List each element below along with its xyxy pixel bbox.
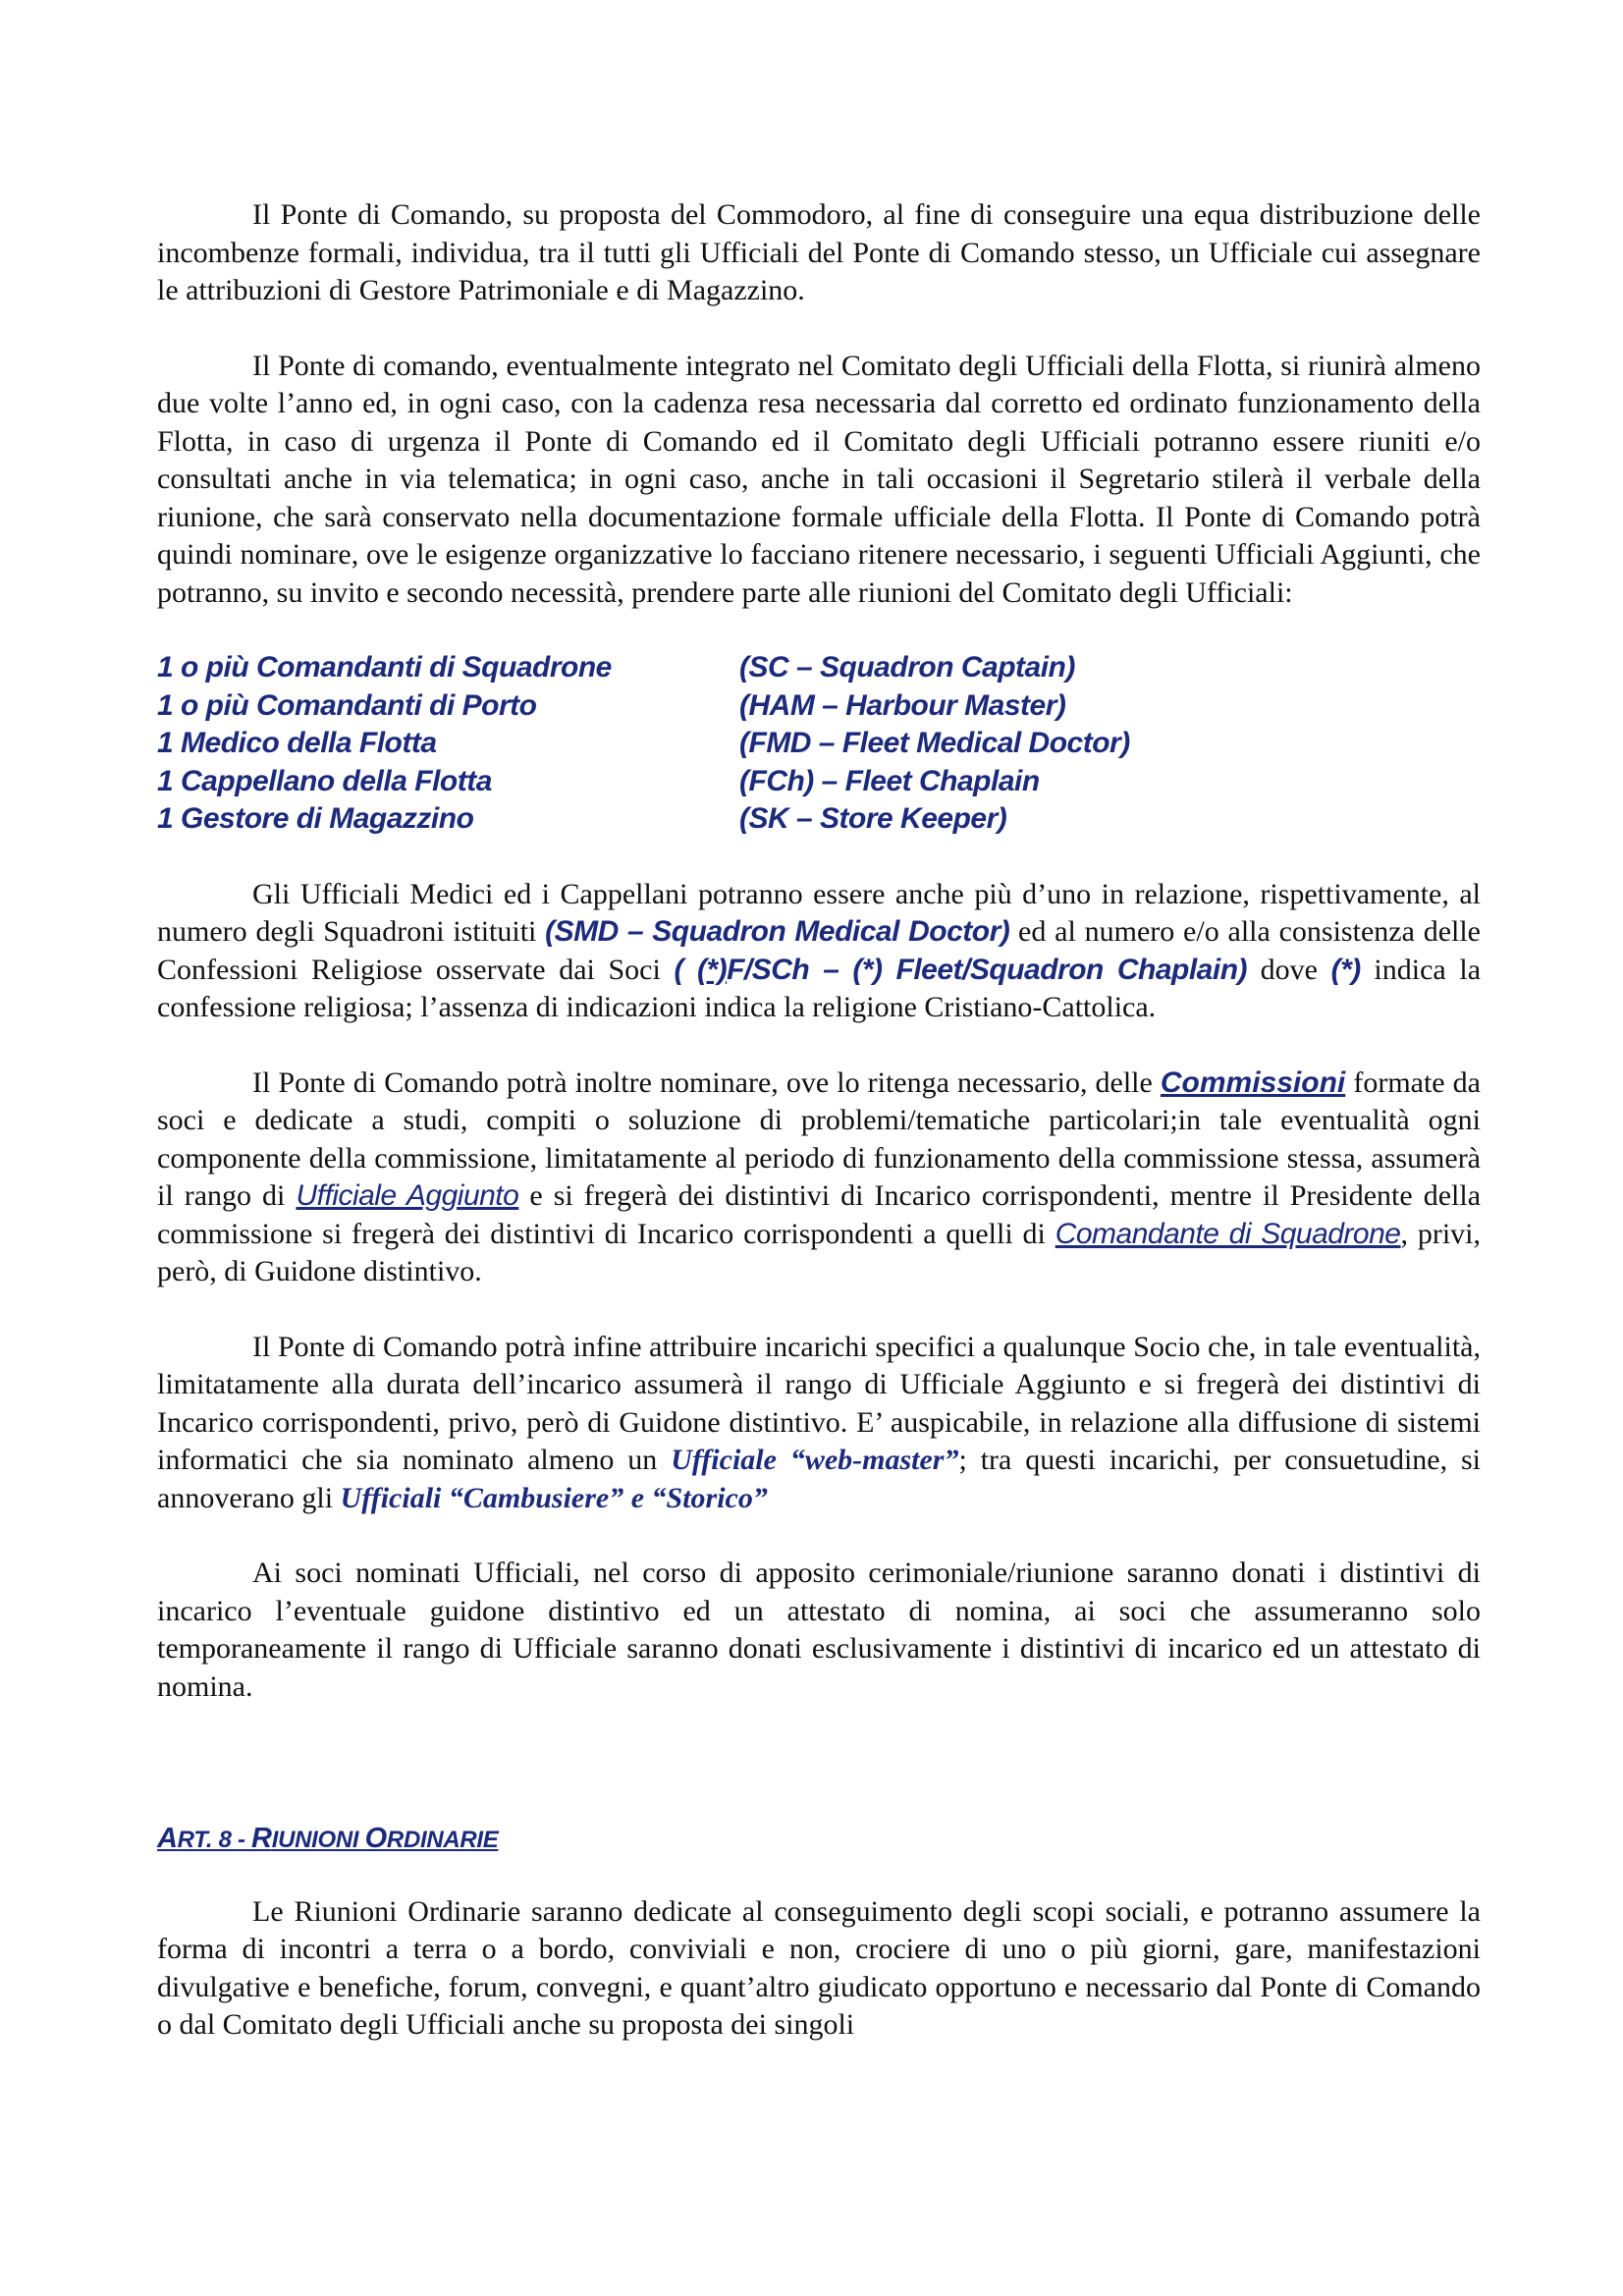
text-run: Il Ponte di Comando potrà infine attribuire incarichi specifici a qualunque Socio che, in tale eventualità, limitatamente alla durata dell’incarico assumerà il rango di Ufficiale Aggiunto e si fregerà dei distintivi di Incarico corrispondenti, privo, però di Guidone distintivo. E’ auspicabile, in relazione alla diffusione di sistemi informatici che sia nominato almeno un	[157, 1330, 1481, 1476]
text-run: ed al numero e/o alla consistenza delle Confessioni Religiose osservate dai Soci	[157, 915, 1481, 986]
text-run: (	[674, 953, 697, 986]
paragraph-gestore: Il Ponte di Comando, su proposta del Commodoro, al fine di conseguire una equa distribuzione delle incombenze formali, individua, tra il tutti gli Ufficiali del Ponte di Comando stesso, un Ufficiale cui assegnare le attribuzioni di Gestore Patrimoniale e di Magazzino.	[157, 198, 1481, 306]
paragraph-distintivi: Ai soci nominati Ufficiali, nel corso di apposito cerimoniale/riunione saranno donati i distintivi di incarico l’eventuale guidone distintivo ed un attestato di nomina, ai soci che assumeranno solo temporaneamente il rango di Ufficiale saranno donati esclusivamente i distintivi di incarico ed un attestato di nomina.	[157, 1557, 1481, 1703]
text-run: (*)	[696, 953, 728, 986]
paragraph-medici-cappellani	[157, 876, 1481, 1027]
roles-list	[157, 649, 1481, 839]
paragraph-riunioni-ponte: Il Ponte di comando, eventualmente integrato nel Comitato degli Ufficiali della Flotta, si riunirà almeno due volte l’anno ed, in ogni caso, con la cadenza resa necessaria dal corretto ed ordinato funzionamento della Flotta, in caso di urgenza il Ponte di Comando ed il Comitato degli Ufficiali potranno essere riuniti e/o consultati anche in via telematica; in ogni caso, anche in tali occasioni il Segretario stilerà il verbale della riunione, che sarà conservato nella documentazione formale ufficiale della Flotta. Il Ponte di Comando potrà quindi nominare, ove le esigenze organizzative lo facciano ritenere necessario, i seguenti Ufficiali Aggiunti, che potranno, su invito e secondo necessità, prendere parte alle riunioni del Comitato degli Ufficiali:	[157, 349, 1481, 609]
paragraph-commissioni	[157, 1065, 1481, 1291]
text-run: dove	[1247, 953, 1331, 986]
text-run: A	[157, 1823, 178, 1854]
term-ufficiale-aggiunto: Ufficiale Aggiunto	[296, 1179, 519, 1212]
role-code: (HAM – Harbour Master)	[739, 688, 1066, 722]
role-code: (SK – Store Keeper)	[739, 802, 1007, 835]
paragraph-riunioni-ordinarie: Le Riunioni Ordinarie saranno dedicate al conseguimento degli scopi sociali, e potranno assumere la forma di incontri a terra o a bordo, conviviali e non, crociere di uno o più giorni, gare, manifestazioni divulgative e benefiche, forum, convegni, e quant’altro giudicato opportuno e necessario dal Ponte di Comando o dal Comitato degli Ufficiali anche su proposta dei singoli	[157, 1894, 1481, 2041]
text-run: RDINARIE	[386, 1827, 499, 1853]
text-run: formate da soci e dedicate a studi, compiti o soluzione di problemi/tematiche particolari;in tale eventualità ogni componente della commissione, limitatamente al periodo di funzionamento della commissione stessa, assumerà il rango di	[157, 1066, 1481, 1212]
text-run: IUNIONI	[271, 1827, 365, 1853]
term-cambusiere-storico: Ufficiali “Cambusiere” e “Storico”	[340, 1481, 768, 1514]
term-commissioni: Commissioni	[1160, 1066, 1346, 1099]
role-name: 1 Cappellano della Flotta	[157, 764, 492, 797]
code-asterisk: (*)	[1330, 953, 1361, 986]
text-run: e si fregerà dei distintivi di Incarico corrispondenti, mentre il Presidente della commissione si fregerà dei distintivi di Incarico corrispondenti a quelli di	[157, 1179, 1482, 1250]
term-comandante-squadrone: Comandante di Squadrone	[1055, 1217, 1401, 1250]
code-chaplain	[674, 954, 1247, 986]
text-run: ; tra questi incarichi, per consuetudine, si annoverano gli	[157, 1444, 1481, 1514]
role-name: 1 o più Comandanti di Squadrone	[157, 651, 612, 683]
text-run: RT. 8 -	[177, 1827, 252, 1853]
paragraph-incarichi	[157, 1329, 1481, 1518]
text-run: Gli Ufficiali Medici ed i Cappellani potranno essere anche più d’uno in relazione, rispettivamente, al numero degli Squadroni istituiti	[157, 877, 1481, 948]
role-code: (SC – Squadron Captain)	[739, 651, 1075, 683]
text-run: O	[364, 1823, 387, 1854]
text-run: Il Ponte di Comando potrà inoltre nominare, ove lo ritenga necessario, delle	[252, 1066, 1161, 1099]
text-run: F/SCh – (*) Fleet/Squadron Chaplain)	[727, 953, 1248, 986]
term-web-master: Ufficiale “web-master”	[671, 1444, 959, 1476]
role-name: 1 Medico della Flotta	[157, 727, 437, 759]
text-run: R	[251, 1823, 272, 1854]
code-smd: (SMD – Squadron Medical Doctor)	[545, 915, 1010, 948]
text-run: indica la confessione religiosa; l’assenza di indicazioni indica la religione Cristiano-Cattolica.	[157, 953, 1482, 1023]
document-page	[157, 196, 1481, 2045]
role-code: (FMD – Fleet Medical Doctor)	[739, 727, 1130, 759]
role-code: (FCh) – Fleet Chaplain	[739, 764, 1040, 797]
role-name: 1 o più Comandanti di Porto	[157, 688, 537, 722]
text-run: , privi, però, di Guidone distintivo.	[157, 1217, 1481, 1287]
role-name: 1 Gestore di Magazzino	[157, 802, 474, 835]
section-heading-art8	[157, 1820, 1481, 1860]
